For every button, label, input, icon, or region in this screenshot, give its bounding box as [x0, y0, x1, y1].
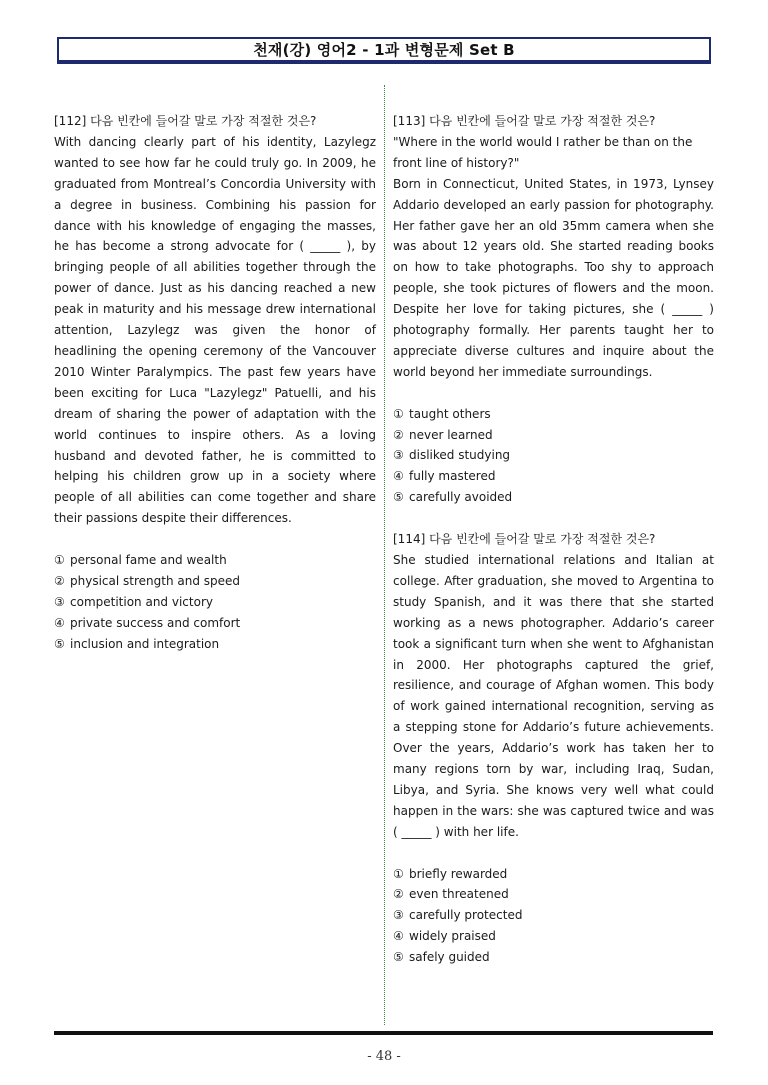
- column-divider: [384, 85, 385, 1025]
- choice-text: taught others: [409, 406, 491, 421]
- choice-item[interactable]: [393, 425, 714, 446]
- choice-text: personal fame and wealth: [70, 553, 227, 568]
- choice-item[interactable]: [54, 550, 376, 571]
- footer-rule: [54, 1031, 713, 1035]
- question-113-heading: [113] 다음 빈칸에 들어갈 말로 가장 적절한 것은?: [393, 114, 656, 128]
- choice-number: ③: [54, 594, 65, 609]
- choice-number: ②: [393, 427, 404, 442]
- question-113-choices: [393, 404, 714, 509]
- page-number: - 48 -: [367, 1049, 401, 1064]
- choice-item[interactable]: [393, 905, 714, 926]
- right-column: [393, 111, 714, 968]
- page-title: 천재(강) 영어2 - 1과 변형문제 Set B: [253, 41, 515, 59]
- choice-text: safely guided: [409, 950, 490, 965]
- choice-item[interactable]: [393, 404, 714, 425]
- choice-text: private success and comfort: [70, 615, 241, 630]
- question-112-passage: With dancing clearly part of his identity, Lazylegz wanted to see how far he could truly go. In 2009, he graduated from Montreal’s Concordia University with a degree in business. Combining his passion for dance with his knowledge of engaging the masses, he has become a strong advocate for ( _____ ), by bringing people of all abilities together through the power of dance. Just as his dancing reached a new peak in maturity and his message drew international attention, Lazylegz was given the honor of headlining the opening ceremony of the Vancouver 2010 Winter Paralympics. The past few years have been exciting for Luca "Lazylegz" Patuelli, and his dream of sharing the power of adaptation with the world continues to inspire others. As a loving husband and devoted father, he is committed to helping his children grow up in a society where people of all abilities can come together and share their passions despite their differences.: [54, 134, 376, 526]
- choice-text: briefly rewarded: [409, 866, 508, 881]
- left-column: [54, 111, 376, 655]
- choice-item[interactable]: [393, 445, 714, 466]
- choice-item[interactable]: [393, 947, 714, 968]
- choice-text: competition and victory: [70, 594, 213, 609]
- choice-text: physical strength and speed: [70, 573, 241, 588]
- choice-number: ①: [54, 553, 65, 568]
- choice-number: ③: [393, 908, 404, 923]
- choice-number: ①: [393, 866, 404, 881]
- question-114-passage: She studied international relations and Italian at college. After graduation, she moved to Argentina to study Spanish, and it was there that she started working as a news photographer. Addario’s career took a significant turn when she went to Afghanistan in 2000. Her photographs captured the grief, resilience, and courage of Afghan women. This body of work gained international recognition, serving as a stepping stone for Addario’s future achievements. Over the years, Addario’s work has taken her to many regions torn by war, including Iraq, Sudan, Libya, and Syria. She knows very well what could happen in the wars: she was captured twice and was ( _____ ) with her life.: [393, 553, 714, 839]
- question-112-choices: [54, 550, 376, 655]
- choice-number: ③: [393, 448, 404, 463]
- choice-text: carefully avoided: [409, 490, 513, 505]
- choice-number: ④: [393, 929, 404, 944]
- choice-item[interactable]: [54, 613, 376, 634]
- choice-item[interactable]: [393, 487, 714, 508]
- question-113-passage: Born in Connecticut, United States, in 1973, Lynsey Addario developed an early passion for photography. Her father gave her an old 35mm camera when she was about 12 years old. She started reading books on how to take photographs. Too shy to approach people, she took pictures of flowers and the moon. Despite her love for taking pictures, she ( _____ ) photography formally. Her parents taught her to appreciate diverse cultures and inquire about the world beyond her immediate surroundings.: [393, 176, 714, 379]
- choice-number: ④: [393, 469, 404, 484]
- choice-item[interactable]: [393, 926, 714, 947]
- question-113-quote: "Where in the world would I rather be than on the front line of history?": [393, 134, 693, 170]
- question-112-heading: [112] 다음 빈칸에 들어갈 말로 가장 적절한 것은?: [54, 114, 317, 128]
- choice-text: fully mastered: [409, 469, 496, 484]
- choice-item[interactable]: [54, 571, 376, 592]
- choice-text: carefully protected: [409, 908, 523, 923]
- choice-number: ①: [393, 406, 404, 421]
- page-header: [57, 37, 711, 64]
- choice-text: inclusion and integration: [70, 636, 220, 651]
- choice-text: widely praised: [409, 929, 496, 944]
- question-spacer: [393, 508, 714, 529]
- question-114-choices: [393, 864, 714, 969]
- choice-text: disliked studying: [409, 448, 511, 463]
- choice-number: ⑤: [393, 950, 404, 965]
- choice-number: ⑤: [393, 490, 404, 505]
- choice-item[interactable]: [393, 884, 714, 905]
- choice-text: never learned: [409, 427, 493, 442]
- choice-item[interactable]: [393, 466, 714, 487]
- question-114-heading: [114] 다음 빈칸에 들어갈 말로 가장 적절한 것은?: [393, 532, 656, 547]
- choice-item[interactable]: [393, 864, 714, 885]
- choice-number: ⑤: [54, 636, 65, 651]
- choice-number: ②: [54, 573, 65, 588]
- choice-number: ④: [54, 615, 65, 630]
- choice-item[interactable]: [54, 634, 376, 655]
- choice-text: even threatened: [409, 887, 509, 902]
- choice-item[interactable]: [54, 592, 376, 613]
- choice-number: ②: [393, 887, 404, 902]
